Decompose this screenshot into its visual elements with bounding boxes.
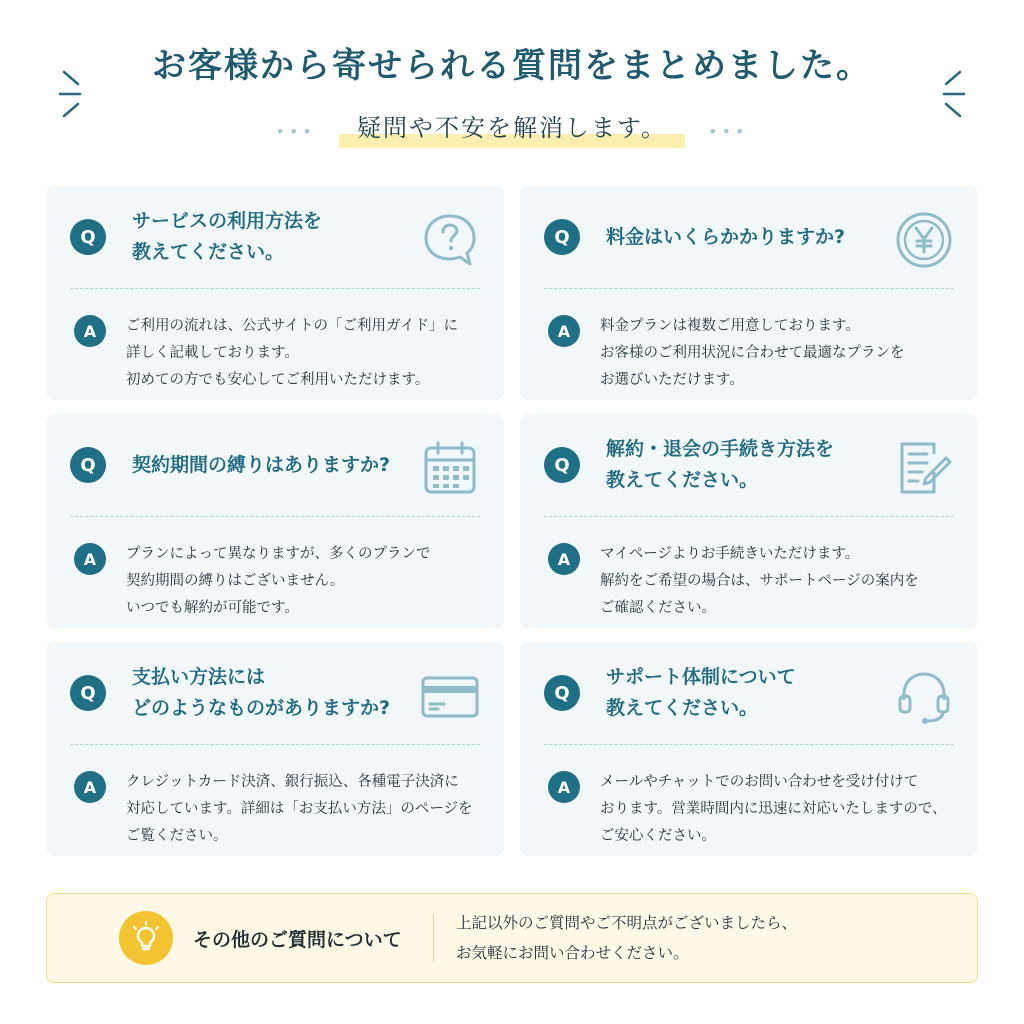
yen-coin-icon bbox=[894, 210, 954, 270]
question-text: 支払い方法には どのようなものがありますか? bbox=[132, 666, 391, 719]
page-subtitle: 疑問や不安を解消します。 bbox=[339, 108, 685, 148]
answer-text: クレジットカード決済、銀行振込、各種電子決済に 対応しています。詳細は「お支払い方法」のページを ご覧ください。 bbox=[126, 774, 473, 844]
answer-badge: A bbox=[548, 771, 580, 803]
page-header bbox=[0, 30, 1024, 158]
answer-badge: A bbox=[74, 543, 106, 575]
divider bbox=[433, 914, 434, 962]
answer-badge: A bbox=[548, 543, 580, 575]
answer-text: メールやチャットでのお問い合わせを受け付けて おります。営業時間内に迅速に対応いたしますので、 ご安心ください。 bbox=[600, 774, 947, 844]
dots-right-icon: ••• bbox=[708, 122, 749, 141]
answer-text: マイページよりお手続きいただけます。 解約をご希望の場合は、サポートページの案内を ご確認ください。 bbox=[600, 546, 919, 616]
headset-icon bbox=[894, 666, 954, 726]
question-bubble-icon bbox=[420, 210, 480, 270]
question-badge: Q bbox=[70, 447, 106, 483]
faq-card bbox=[520, 642, 978, 856]
calendar-icon bbox=[420, 438, 480, 498]
dots-left-icon: ••• bbox=[275, 122, 316, 141]
question-text: 解約・退会の手続き方法を 教えてください。 bbox=[606, 438, 835, 491]
question-badge: Q bbox=[544, 219, 580, 255]
credit-card-icon bbox=[420, 666, 480, 726]
answer-text: 料金プランは複数ご用意しております。 お客様のご利用状況に合わせて最適なプランを お選びいただけます。 bbox=[600, 318, 905, 388]
answer-text: ご利用の流れは、公式サイトの「ご利用ガイド」に 詳しく記載しております。 初めての方でも安心してご利用いただけます。 bbox=[126, 318, 459, 388]
subtitle-row bbox=[0, 108, 1024, 158]
answer-text: プランによって異なりますが、多くのプランで 契約期間の縛りはございません。 いつでも解約が可能です。 bbox=[126, 546, 431, 616]
other-questions-banner bbox=[46, 893, 978, 983]
faq-card bbox=[520, 414, 978, 628]
question-badge: Q bbox=[544, 447, 580, 483]
faq-card bbox=[46, 414, 504, 628]
question-text: サポート体制について 教えてください。 bbox=[606, 666, 796, 719]
answer-badge: A bbox=[74, 315, 106, 347]
answer-badge: A bbox=[74, 771, 106, 803]
faq-card bbox=[46, 642, 504, 856]
faq-card bbox=[520, 186, 978, 400]
question-text: サービスの利用方法を 教えてください。 bbox=[132, 210, 323, 263]
page-title: お客様から寄せられる質問をまとめました。 bbox=[152, 46, 872, 86]
faq-card bbox=[46, 186, 504, 400]
question-badge: Q bbox=[70, 219, 106, 255]
lightbulb-icon bbox=[119, 911, 173, 965]
faq-grid bbox=[46, 186, 978, 856]
question-text: 契約期間の縛りはありますか? bbox=[132, 453, 391, 476]
footer-title: その他のご質問について bbox=[193, 928, 402, 951]
document-pencil-icon bbox=[894, 438, 954, 498]
footer-text: 上記以外のご質問やご不明点がございましたら、 お気軽にお問い合わせください。 bbox=[456, 914, 798, 962]
answer-badge: A bbox=[548, 315, 580, 347]
question-badge: Q bbox=[70, 675, 106, 711]
question-badge: Q bbox=[544, 675, 580, 711]
question-text: 料金はいくらかかりますか? bbox=[606, 225, 846, 248]
